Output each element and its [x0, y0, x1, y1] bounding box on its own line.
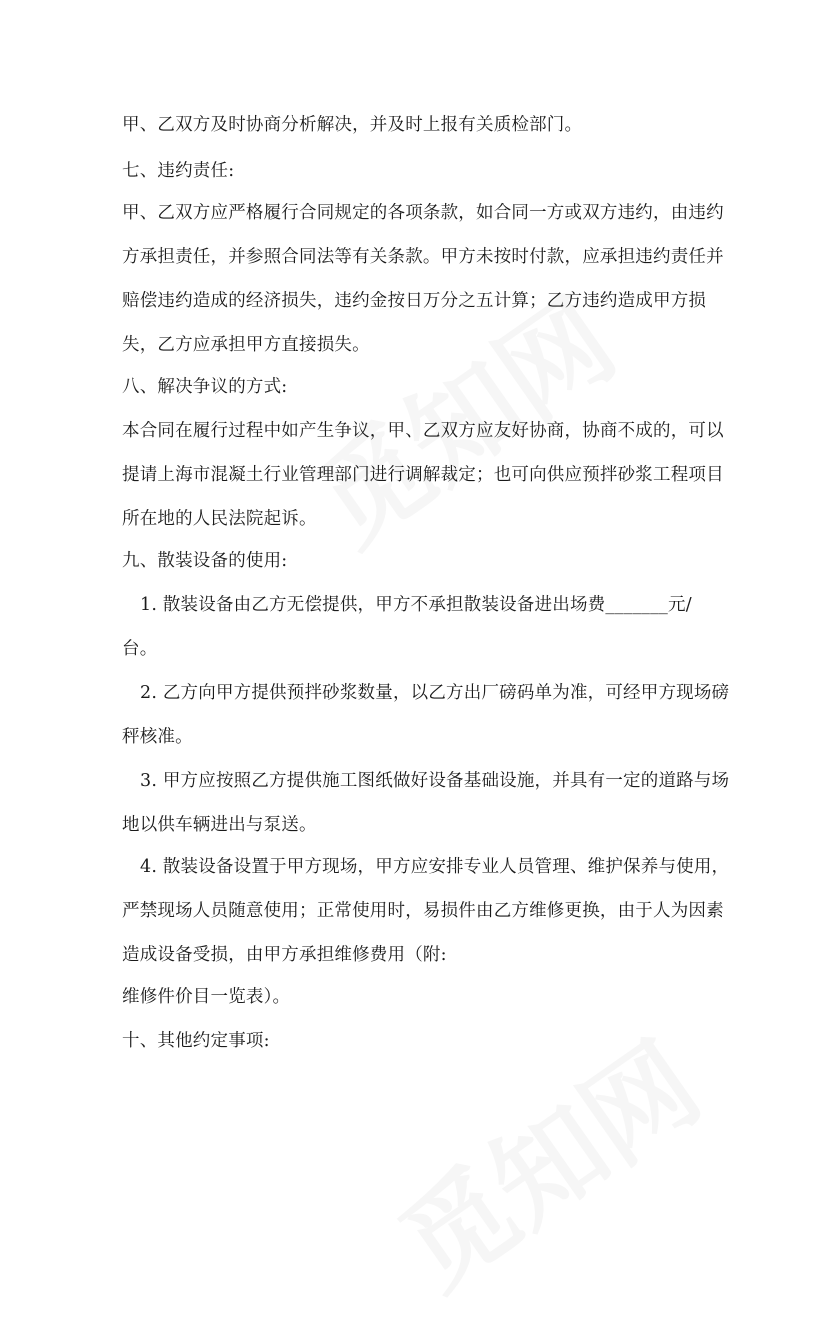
watermark-bottom	[365, 1000, 726, 1318]
paragraph-line: 维修件价目一览表）。	[122, 987, 291, 1007]
paragraph-line: 甲、乙双方及时协商分析解决，并及时上报有关质检部门。	[122, 115, 583, 135]
paragraph-line: 甲、乙双方应严格履行合同规定的各项条款，如合同一方或双方违约，由违约	[122, 203, 724, 223]
paragraph-line: 所在地的人民法院起诉。	[122, 509, 317, 529]
list-item-1: 1. 散装设备由乙方无偿提供，甲方不承担散装设备进出场费_______元/	[140, 595, 692, 615]
paragraph-line: 方承担责任，并参照合同法等有关条款。甲方未按时付款，应承担违约责任并	[122, 247, 724, 267]
paragraph-line: 本合同在履行过程中如产生争议，甲、乙双方应友好协商，协商不成的，可以	[122, 421, 724, 441]
paragraph-line: 提请上海市混凝土行业管理部门进行调解裁定；也可向供应预拌砂浆工程项目	[122, 465, 724, 485]
paragraph-line: 造成设备受损，由甲方承担维修费用（附:	[122, 945, 447, 965]
paragraph-line: 严禁现场人员随意使用；正常使用时，易损件由乙方维修更换，由于人为因素	[122, 901, 724, 921]
section-heading-7: 七、违约责任:	[122, 161, 235, 181]
section-heading-10: 十、其他约定事项:	[122, 1031, 270, 1051]
paragraph-line: 秤核准。	[122, 727, 193, 747]
list-item-4: 4. 散装设备设置于甲方现场，甲方应安排专业人员管理、维护保养与使用，	[140, 857, 730, 877]
paragraph-line: 赔偿违约造成的经济损失，违约金按日万分之五计算；乙方违约造成甲方损	[122, 291, 707, 311]
paragraph-line: 失，乙方应承担甲方直接损失。	[122, 335, 370, 355]
section-heading-8: 八、解决争议的方式:	[122, 377, 288, 397]
section-heading-9: 九、散装设备的使用:	[122, 551, 288, 571]
paragraph-line: 台。	[122, 639, 158, 659]
list-item-2: 2. 乙方向甲方提供预拌砂浆数量，以乙方出厂磅码单为准，可经甲方现场磅	[140, 683, 730, 703]
paragraph-line: 地以供车辆进出与泵送。	[122, 815, 317, 835]
list-item-3: 3. 甲方应按照乙方提供施工图纸做好设备基础设施，并具有一定的道路与场	[140, 771, 730, 791]
